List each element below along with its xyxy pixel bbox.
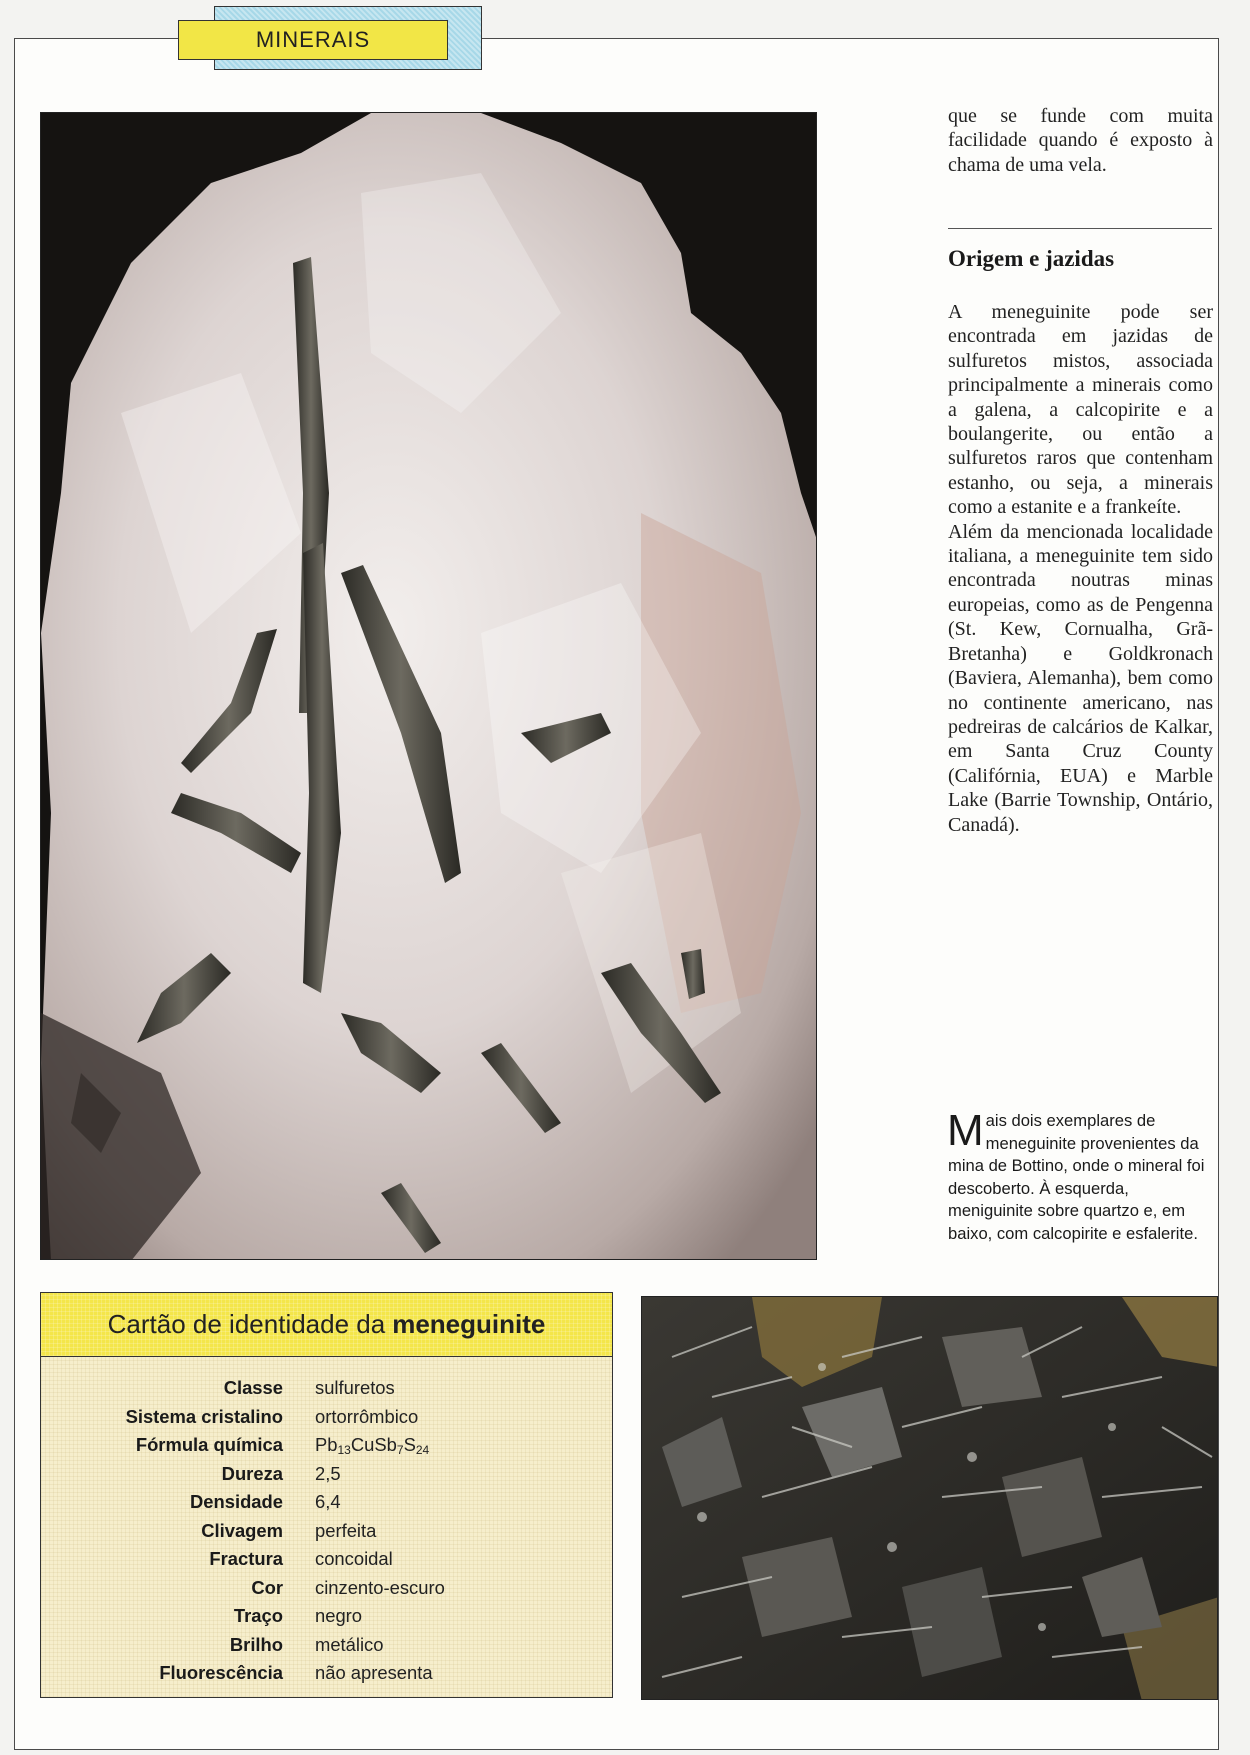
card-row-value: metálico	[315, 1633, 384, 1655]
origin-paragraph-2: Além da mencionada localidade italiana, a meneguinite tem sido encontrada noutras minas europeias, como as de Pengenna (St. Kew, Cornualha, Grã-Bretanha) e Goldkronach (Baviera, Alemanha), bem como no continente americano, nas pedreiras de calcários de Kalkar, em Santa Cruz County (Califórnia, EUA) e Marble Lake (Barrie Township, Ontário, Canadá).	[948, 520, 1213, 836]
card-row	[41, 1659, 612, 1688]
chemical-formula	[315, 1434, 429, 1457]
card-row	[41, 1517, 612, 1546]
main-mineral-photo	[40, 112, 817, 1260]
card-row	[41, 1374, 612, 1403]
card-row-value: concoidal	[315, 1548, 393, 1570]
caption-dropcap: M	[947, 1106, 984, 1155]
main-mineral-photo-graphic	[41, 113, 817, 1260]
identity-card-title-mineral: meneguinite	[392, 1309, 546, 1339]
origin-body-text	[948, 300, 1213, 837]
card-row	[41, 1602, 612, 1631]
card-row	[41, 1545, 612, 1574]
card-row	[41, 1574, 612, 1603]
identity-card-header	[41, 1293, 612, 1357]
formula-subscript: 24	[415, 1442, 430, 1457]
card-row-label: Sistema cristalino	[125, 1405, 283, 1427]
card-row-value: negro	[315, 1605, 363, 1627]
identity-card	[40, 1292, 613, 1698]
card-row-value: cinzento-escuro	[315, 1576, 445, 1598]
continuation-text: que se funde com muita facilidade quando é exposto à chama de uma vela.	[948, 105, 1213, 176]
formula-part: CuSb	[350, 1433, 397, 1455]
card-row	[41, 1403, 612, 1432]
card-row-value: 6,4	[315, 1491, 341, 1513]
secondary-mineral-photo-graphic	[642, 1297, 1218, 1700]
section-divider	[948, 228, 1212, 229]
secondary-mineral-photo	[641, 1296, 1218, 1700]
photo-caption	[947, 1106, 1216, 1245]
card-row-label: Fractura	[209, 1548, 283, 1570]
formula-subscript: 7	[396, 1442, 404, 1457]
section-tab-label: MINERAIS	[255, 27, 371, 52]
card-row-label: Cor	[251, 1576, 283, 1598]
identity-card-rows	[41, 1374, 612, 1688]
card-row	[41, 1631, 612, 1660]
card-row-value: ortorrômbico	[315, 1405, 419, 1427]
card-row-label: Traço	[233, 1605, 283, 1627]
card-row-value: sulfuretos	[315, 1377, 395, 1399]
formula-part: Pb	[315, 1433, 338, 1455]
card-row-label: Fluorescência	[159, 1662, 283, 1684]
card-row-label: Densidade	[189, 1491, 283, 1513]
card-row-label: Classe	[223, 1377, 283, 1399]
identity-card-title-prefix: Cartão de identidade da	[107, 1309, 386, 1339]
card-row-label: Fórmula química	[135, 1434, 283, 1456]
card-row-value: perfeita	[315, 1519, 377, 1541]
card-row-value: não apresenta	[315, 1662, 433, 1684]
formula-subscript: 13	[337, 1442, 351, 1457]
card-row	[41, 1431, 612, 1460]
section-tab	[178, 20, 448, 60]
card-row-label: Clivagem	[201, 1519, 283, 1541]
card-row-value: 2,5	[315, 1462, 341, 1484]
card-row	[41, 1460, 612, 1489]
section-heading: Origem e jazidas	[948, 246, 1115, 271]
caption-text: ais dois exemplares de meneguinite provenientes da mina de Bottino, onde o mineral foi descoberto. À esquerda, meniguinite sobre quartzo e, em baixo, com calcopirite e esfalerite.	[948, 1111, 1205, 1243]
formula-part: S	[403, 1433, 416, 1455]
origin-paragraph-1: A meneguinite pode ser encontrada em jazidas de sulfuretos mistos, associada principalmente a minerais como a galena, a calcopirite e a boulangerite, ou então a sulfuretos raros que contenham estanho, ou seja, a minerais como a estanite e a frankeíte.	[948, 301, 1213, 519]
card-row-label: Brilho	[229, 1633, 283, 1655]
card-row	[41, 1488, 612, 1517]
continuation-paragraph	[948, 104, 1213, 177]
card-row-label: Dureza	[221, 1462, 283, 1484]
